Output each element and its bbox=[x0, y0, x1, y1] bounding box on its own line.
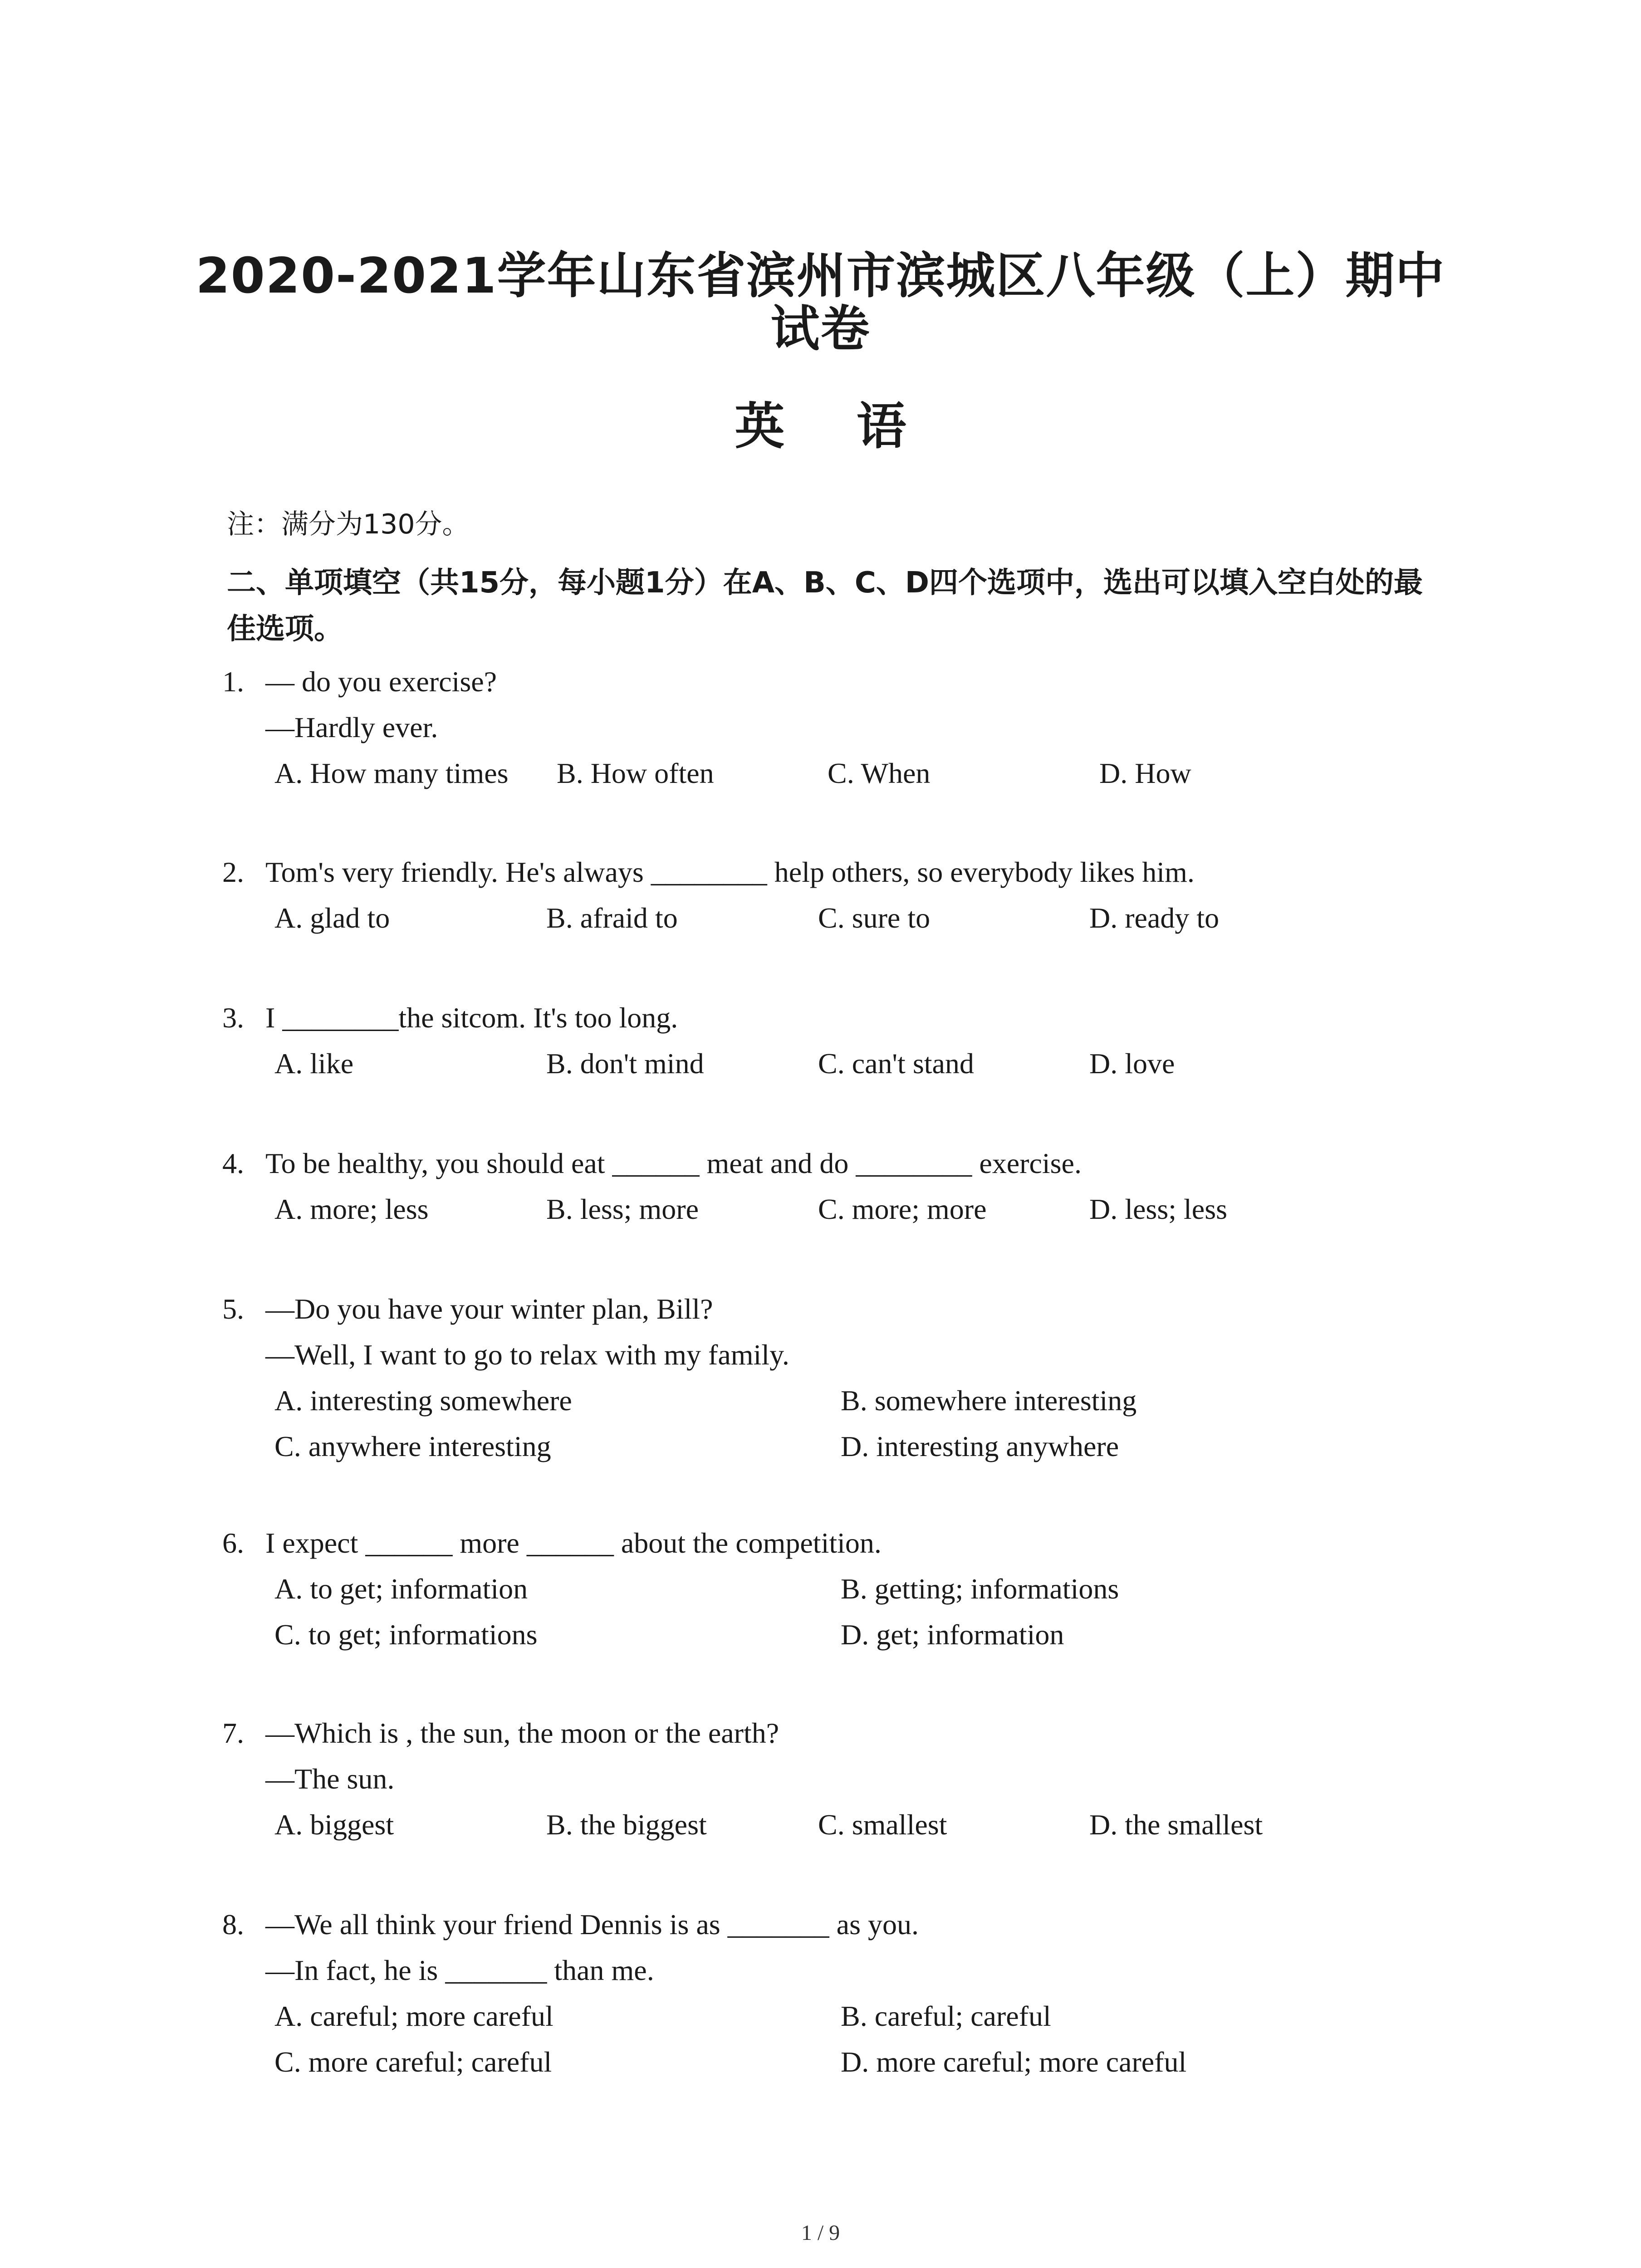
question-stem: —Well, I want to go to relax with my family. bbox=[265, 1339, 789, 1371]
question-number: 8. bbox=[222, 1908, 244, 1941]
option-d[interactable]: D. interesting anywhere bbox=[841, 1430, 1119, 1462]
page-number: 1 / 9 bbox=[801, 2221, 840, 2245]
option-b[interactable]: B. How often bbox=[557, 757, 714, 789]
option-d[interactable]: D. less; less bbox=[1089, 1193, 1227, 1225]
option-a[interactable]: A. biggest bbox=[274, 1809, 394, 1841]
question-number: 6. bbox=[222, 1527, 244, 1559]
question-7 bbox=[222, 1710, 1263, 1848]
option-b[interactable]: B. less; more bbox=[546, 1193, 699, 1225]
question-number: 4. bbox=[222, 1147, 244, 1179]
option-b[interactable]: B. the biggest bbox=[546, 1809, 707, 1841]
option-d[interactable]: D. ready to bbox=[1089, 902, 1220, 934]
option-d[interactable]: D. get; information bbox=[841, 1618, 1064, 1651]
question-stem: —Do you have your winter plan, Bill? bbox=[265, 1293, 713, 1325]
option-c[interactable]: C. sure to bbox=[818, 902, 931, 934]
option-a[interactable]: A. careful; more careful bbox=[274, 2000, 554, 2032]
option-b[interactable]: B. don't mind bbox=[546, 1047, 704, 1080]
question-stem: —In fact, he is _______ than me. bbox=[265, 1954, 654, 1986]
option-b[interactable]: B. afraid to bbox=[546, 902, 678, 934]
option-d[interactable]: D. love bbox=[1089, 1047, 1175, 1080]
score-note: 注：满分为130分。 bbox=[227, 508, 470, 540]
question-number: 3. bbox=[222, 1002, 244, 1034]
question-2 bbox=[222, 849, 1220, 941]
option-b[interactable]: B. somewhere interesting bbox=[841, 1384, 1137, 1417]
option-a[interactable]: A. like bbox=[274, 1047, 354, 1080]
option-c[interactable]: C. anywhere interesting bbox=[274, 1430, 551, 1462]
question-4 bbox=[222, 1140, 1227, 1232]
option-c[interactable]: C. more careful; careful bbox=[274, 2046, 552, 2078]
question-8 bbox=[222, 1901, 1187, 2085]
question-stem: I expect ______ more ______ about the competition. bbox=[265, 1527, 882, 1559]
option-a[interactable]: A. How many times bbox=[274, 757, 509, 789]
question-3 bbox=[222, 995, 1175, 1086]
question-stem: — do you exercise? bbox=[265, 665, 497, 698]
option-a[interactable]: A. more; less bbox=[274, 1193, 429, 1225]
option-c[interactable]: C. smallest bbox=[818, 1809, 947, 1841]
question-number: 7. bbox=[222, 1717, 244, 1749]
question-stem: To be healthy, you should eat ______ meat and do ________ exercise. bbox=[265, 1147, 1082, 1179]
question-stem: I ________the sitcom. It's too long. bbox=[265, 1002, 678, 1034]
option-d[interactable]: D. How bbox=[1099, 757, 1191, 789]
question-stem: —We all think your friend Dennis is as _______ as you. bbox=[265, 1908, 919, 1941]
exam-title-line-2: 试卷 bbox=[770, 301, 871, 357]
section-heading: 二、单项填空（共15分，每小题1分）在A、B、C、D四个选项中，选出可以填入空白处的最佳选项。 bbox=[227, 566, 1423, 646]
question-number: 2. bbox=[222, 856, 244, 888]
option-a[interactable]: A. to get; information bbox=[274, 1573, 528, 1605]
option-b[interactable]: B. getting; informations bbox=[841, 1573, 1119, 1605]
option-a[interactable]: A. glad to bbox=[274, 902, 390, 934]
question-number: 5. bbox=[222, 1293, 244, 1325]
question-stem: —The sun. bbox=[265, 1763, 395, 1795]
question-6 bbox=[222, 1520, 1119, 1657]
option-c[interactable]: C. to get; informations bbox=[274, 1618, 538, 1651]
option-d[interactable]: D. the smallest bbox=[1089, 1809, 1263, 1841]
option-c[interactable]: C. can't stand bbox=[818, 1047, 974, 1080]
question-5 bbox=[222, 1286, 1137, 1469]
question-1 bbox=[222, 659, 1191, 796]
subject-title: 英 语 bbox=[735, 397, 934, 455]
option-b[interactable]: B. careful; careful bbox=[841, 2000, 1051, 2032]
option-d[interactable]: D. more careful; more careful bbox=[841, 2046, 1187, 2078]
option-c[interactable]: C. When bbox=[828, 757, 931, 789]
question-stem: —Hardly ever. bbox=[265, 711, 438, 743]
question-stem: Tom's very friendly. He's always ________ help others, so everybody likes him. bbox=[265, 856, 1195, 888]
question-number: 1. bbox=[222, 665, 244, 698]
option-c[interactable]: C. more; more bbox=[818, 1193, 987, 1225]
exam-title-line-1: 2020-2021学年山东省滨州市滨城区八年级（上）期中 bbox=[196, 248, 1445, 304]
question-stem: —Which is , the sun, the moon or the earth? bbox=[265, 1717, 779, 1749]
option-a[interactable]: A. interesting somewhere bbox=[274, 1384, 572, 1417]
